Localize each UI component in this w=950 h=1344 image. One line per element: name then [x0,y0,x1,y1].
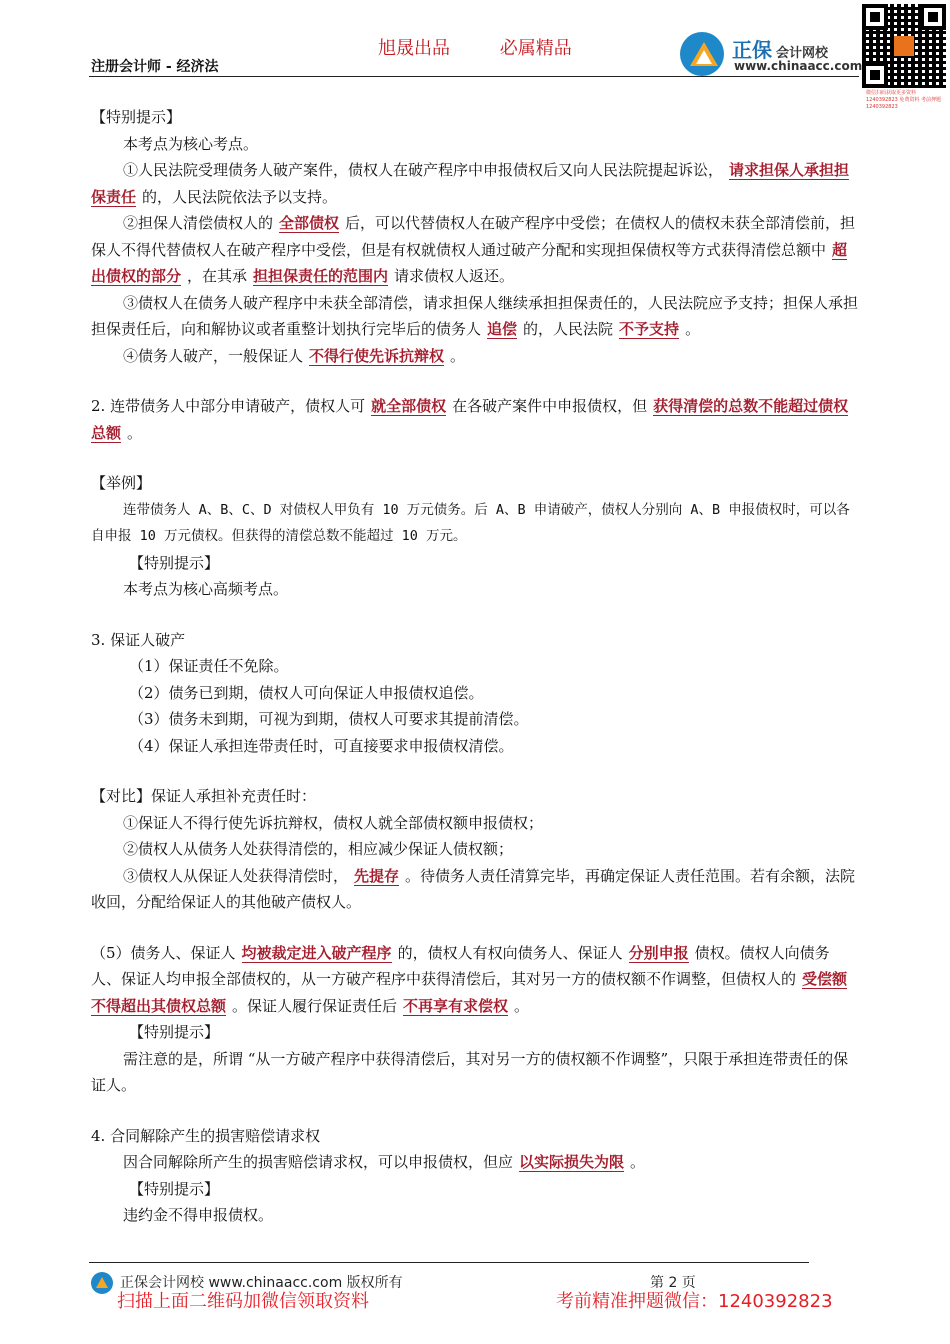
section-heading: 【特别提示】 [129,1179,220,1198]
paragraph: 本考点为核心考点。 [123,134,259,153]
paragraph: 违约金不得申报债权。 [123,1206,274,1224]
key-phrase: 受偿额不得超出其债权总额 [91,970,848,1015]
list-item: （3）债务未到期，可视为到期，债权人可要求其提前清偿。 [129,710,529,728]
key-phrase: 不再享有求偿权 [403,996,509,1015]
header-divider [89,76,859,77]
paragraph: ①人民法院受理债务人破产案件，债权人在破产程序中申报债权后又向人民法院提起诉讼， 请求担保人承担担保责任 的，人民法院依法予以支持。 [91,161,850,206]
key-phrase: 超出债权的部分 [91,240,848,285]
footer-divider [89,1262,809,1263]
key-phrase: 分别申报 [628,943,689,962]
slogan-2: 必属精品 [499,38,572,59]
logo-name: 正保 [732,38,772,62]
page-number: 第 2 页 [650,1275,696,1291]
paragraph: （5）债务人、保证人 均被裁定进入破产程序 的，债权人有权向债务人、保证人 分别申报 债权。债权人向债务人、保证人均申报全部债权的，从一方破产程序中获得清偿后，其对另一方的债权额不作调整，但债权人的 受偿额不得超出其债权总额 。保证人履行保证责任后 不再享有求偿权 。 [91,943,848,1015]
key-phrase: 获得清偿的总数不能超过债权总额 [91,397,849,442]
logo-emblem-icon [680,32,724,76]
footer-logo-icon [91,1272,113,1294]
section-title: 2. 连带债务人中部分申请破产，债权人可 就全部债权 在各破产案件中申报债权，但 获得清偿的总数不能超过债权总额 。 [91,397,849,442]
header-slogan [378,34,616,60]
logo-sub: 会计网校 [776,46,829,61]
key-phrase: 追偿 [487,320,518,338]
paragraph: ③债权人在债务人破产程序中未获全部清偿，请求担保人继续承担担保责任的，人民法院应予支持；担保人承担担保责任后，向和解协议或者重整计划执行完毕后的债务人 追偿 的，人民法院 不予支持 。 [91,293,859,338]
key-phrase: 均被裁定进入破产程序 [241,943,392,962]
key-phrase: 不予支持 [619,320,680,338]
qr-note: 微信扫码获取更多资料 1240392823 免费资料 考前押题 1240392823 [866,90,941,110]
paragraph: ①保证人不得行使先诉抗辩权，债权人就全部债权额申报债权； [123,813,544,832]
qr-code-icon[interactable] [862,4,946,88]
list-item: （1）保证责任不免除。 [129,657,289,675]
paragraph: 本考点为核心高频考点。 [123,580,289,598]
promo-right: 考前精准押题微信：1240392823 [556,1291,833,1312]
list-item: （4）保证人承担连带责任时，可直接要求申报债权清偿。 [129,736,514,755]
logo-url: www.chinaacc.com [734,59,863,73]
section-heading: 【特别提示】 [91,108,182,126]
promo-left: 扫描上面二维码加微信领取资料 [117,1291,369,1312]
section-title: 3. 保证人破产 [91,630,186,649]
paragraph: 因合同解除所产生的损害赔偿请求权，可以申报债权，但应 以实际损失为限 。 [123,1153,646,1171]
document-subject: 注册会计师 - 经济法 [91,59,219,75]
slogan-1: 旭晟出品 [378,38,450,59]
paragraph: 需注意的是，所谓 “从一方破产程序中获得清偿后，其对另一方的债权额不作调整”，只限于承担连带责任的保证人。 [91,1049,849,1094]
document-body [91,104,859,1229]
key-phrase: 先提存 [354,866,400,885]
key-phrase: 不得行使先诉抗辩权 [309,346,445,365]
paragraph: ②债权人从债务人处获得清偿的，相应减少保证人债权额； [123,840,514,858]
section-heading: 【特别提示】 [129,553,220,572]
paragraph: ③债权人从保证人处获得清偿时， 先提存 。待债务人责任清算完毕，再确定保证人责任范围。若有余额，法院收回，分配给保证人的其他破产债权人。 [91,866,856,911]
list-item: （2）债务已到期，债权人可向保证人申报债权追偿。 [129,683,484,702]
key-phrase: 就全部债权 [371,397,447,415]
example-text: 连带债务人 A、B、C、D 对债权人甲负有 10 万元债务。后 A、B 申请破产，债权人分别向 A、B 申报债权时，可以各自申报 10 万元债权。但获得的清偿总数不能超过 10 万元。 [91,501,850,544]
example-heading: 【举例】 [91,474,152,492]
key-phrase: 以实际损失为限 [519,1153,625,1171]
key-phrase: 担担保责任的范围内 [253,267,389,285]
key-phrase: 全部债权 [279,214,340,232]
key-phrase: 请求担保人承担担保责任 [91,161,850,206]
compare-heading: 【对比】保证人承担补充责任时： [91,787,317,805]
footer-copyright: 正保会计网校 www.chinaacc.com 版权所有 [120,1275,403,1291]
paragraph: ②担保人清偿债权人的 全部债权 后，可以代替债权人在破产程序中受偿；在债权人的债权未获全部清偿前，担保人不得代替债权人在破产程序中受偿，但是有权就债权人通过破产分配和实现担保债权等方式获得清偿总额中 超出债权的部分 ，在其承 担担保责任的范围内 请求债权人返还。 [91,214,856,285]
section-heading: 【特别提示】 [129,1023,220,1041]
section-title: 4. 合同解除产生的损害赔偿请求权 [91,1126,321,1145]
chinaacc-logo[interactable] [680,32,880,78]
paragraph: ④债务人破产，一般保证人 不得行使先诉抗辩权 。 [123,346,466,365]
